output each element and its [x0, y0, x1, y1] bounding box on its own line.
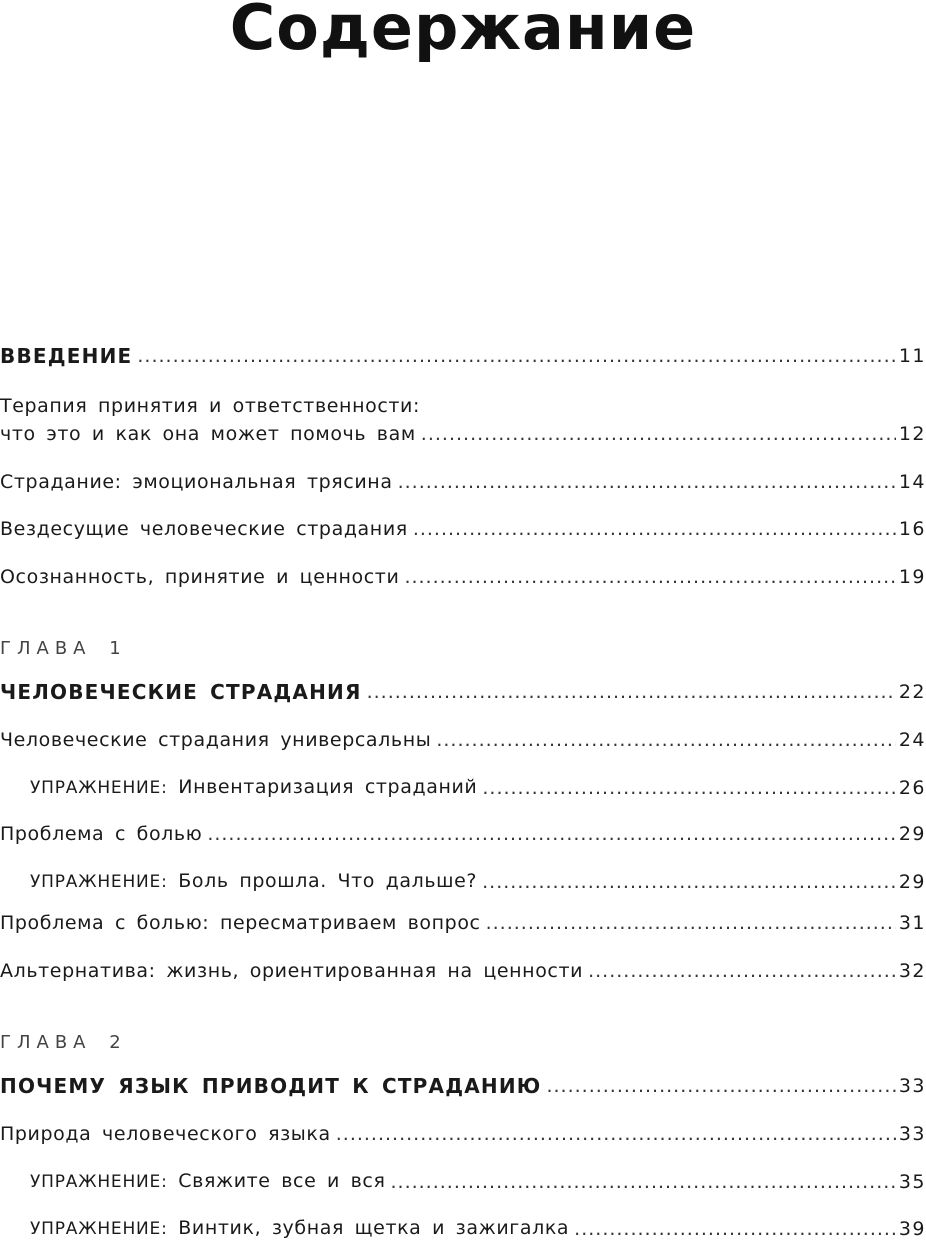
dot-leader	[574, 1217, 896, 1241]
page-number: 26	[898, 777, 926, 799]
dot-leader	[207, 822, 896, 846]
toc-heading-text: ПОЧЕМУ ЯЗЫК ПРИВОДИТ К СТРАДАНИЮ	[0, 1074, 542, 1098]
toc-entry-text: Проблема с болью: пересматриваем вопрос	[0, 912, 481, 934]
toc-entry-text: Альтернатива: жизнь, ориентированная на ценности	[0, 960, 584, 982]
dot-leader	[413, 517, 896, 541]
dot-leader	[398, 470, 896, 494]
dot-leader	[336, 1122, 896, 1146]
toc-exercise[interactable]	[0, 1216, 926, 1241]
toc-entry-text	[30, 1216, 569, 1241]
toc-heading-chapter1[interactable]	[0, 680, 926, 704]
toc-entry[interactable]	[0, 470, 926, 494]
toc-entry[interactable]	[0, 565, 926, 589]
page-number: 22	[898, 681, 926, 703]
page-number: 35	[898, 1171, 926, 1193]
page-number: 33	[898, 1123, 926, 1145]
page-number: 24	[898, 729, 926, 751]
dot-leader	[436, 728, 895, 752]
toc-entry[interactable]	[0, 517, 926, 541]
page-number: 14	[898, 471, 926, 493]
dot-leader	[137, 344, 895, 368]
dot-leader	[367, 680, 896, 704]
chapter-label: ГЛАВА 2	[0, 1032, 127, 1053]
toc-exercise[interactable]	[0, 775, 926, 800]
exercise-title: Боль прошла. Что дальше?	[178, 870, 478, 892]
toc-entry-text: Страдание: эмоциональная трясина	[0, 471, 393, 493]
page-title: Содержание	[229, 0, 697, 64]
toc-entry-text: Природа человеческого языка	[0, 1123, 331, 1145]
page-number: 39	[898, 1218, 926, 1240]
toc-heading-text: ЧЕЛОВЕЧЕСКИЕ СТРАДАНИЯ	[0, 680, 362, 704]
page-number: 12	[898, 423, 926, 445]
toc-entry[interactable]	[0, 911, 926, 935]
chapter-label: ГЛАВА 1	[0, 638, 127, 659]
toc-entry[interactable]	[0, 728, 926, 752]
toc-entry[interactable]	[0, 822, 926, 846]
toc-entry-text: Человеческие страдания универсальны	[0, 729, 432, 751]
exercise-prefix: УПРАЖНЕНИЕ:	[30, 778, 168, 798]
dot-leader	[486, 911, 896, 935]
exercise-prefix: УПРАЖНЕНИЕ:	[30, 872, 168, 892]
toc-entry-text	[30, 869, 477, 894]
page-number: 32	[898, 960, 926, 982]
dot-leader	[390, 1170, 895, 1194]
dot-leader	[404, 565, 895, 589]
page-number: 29	[898, 871, 926, 893]
toc-entry-text: Вездесущие человеческие страдания	[0, 518, 408, 540]
toc-entry-text: что это и как она может помочь вам	[0, 423, 416, 445]
toc-entry[interactable]	[0, 422, 926, 446]
toc-heading-intro[interactable]	[0, 344, 926, 368]
toc-entry-text: Проблема с болью	[0, 823, 203, 845]
exercise-title: Свяжите все и вся	[178, 1170, 386, 1192]
page-number: 33	[898, 1075, 926, 1097]
exercise-prefix: УПРАЖНЕНИЕ:	[30, 1219, 168, 1239]
exercise-title: Инвентаризация страданий	[178, 776, 478, 798]
toc-entry-text	[30, 775, 477, 800]
exercise-prefix: УПРАЖНЕНИЕ:	[30, 1172, 168, 1192]
page-number: 19	[898, 566, 926, 588]
toc-exercise[interactable]	[0, 869, 926, 894]
toc-heading-text: ВВЕДЕНИЕ	[0, 344, 133, 368]
page-number: 31	[898, 912, 926, 934]
dot-leader	[588, 959, 896, 983]
toc-exercise[interactable]	[0, 1169, 926, 1194]
page-number: 29	[898, 823, 926, 845]
toc-heading-chapter2[interactable]	[0, 1074, 926, 1098]
dot-leader	[421, 422, 896, 446]
page-number: 11	[898, 345, 926, 367]
toc-entry-text	[30, 1169, 385, 1194]
dot-leader	[482, 776, 895, 800]
toc-entry[interactable]	[0, 1122, 926, 1146]
toc-entry[interactable]	[0, 959, 926, 983]
page-number: 16	[898, 518, 926, 540]
dot-leader	[482, 870, 896, 894]
toc-entry-text: Осознанность, принятие и ценности	[0, 566, 400, 588]
dot-leader	[546, 1074, 895, 1098]
exercise-title: Винтик, зубная щетка и зажигалка	[178, 1217, 570, 1239]
toc-entry-line1: Терапия принятия и ответственности:	[0, 395, 420, 417]
